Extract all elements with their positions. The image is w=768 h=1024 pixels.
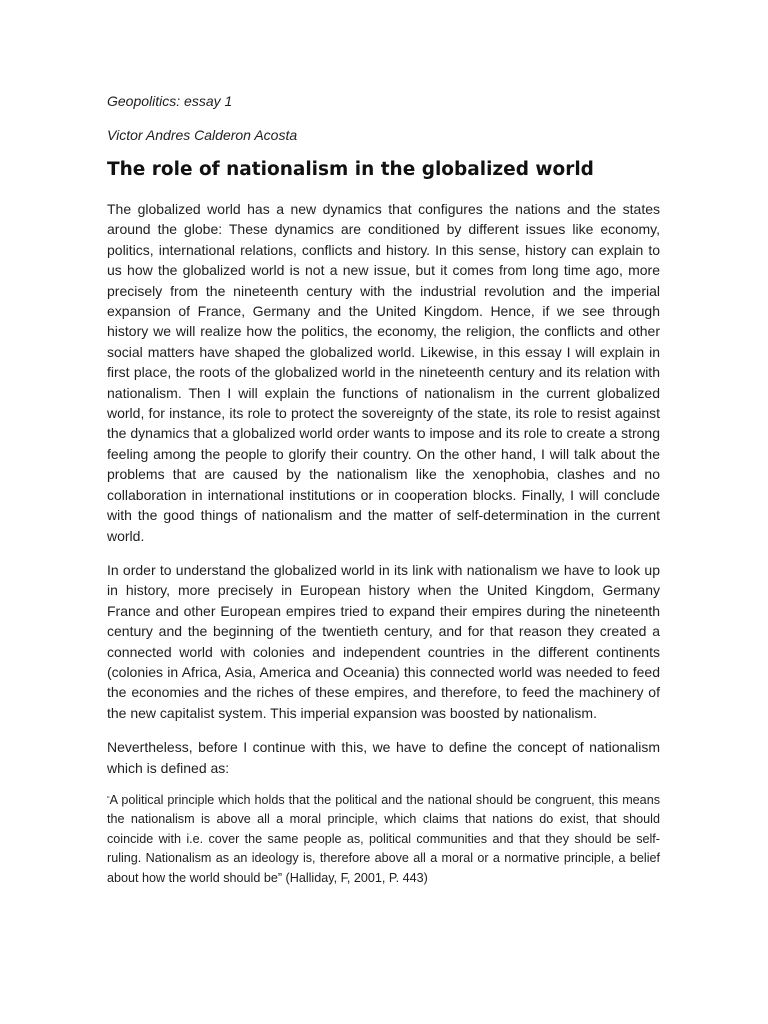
- document-page: [107, 91, 660, 888]
- course-label: Geopolitics: essay 1: [107, 93, 233, 109]
- body-paragraph-3: Nevertheless, before I continue with this, we have to define the concept of nationalism which is defined as:: [107, 739, 660, 776]
- block-quote: [107, 791, 660, 888]
- essay-title: The role of nationalism in the globalized world: [107, 159, 594, 180]
- quote-text: A political principle which holds that the political and the national should be congruent, this means the nationalism is above all a moral principle, which claims that nations do exist, that should coincide with i.e. cover the same people as, political communities and that they should be self-ruling. Nationalism as an ideology is, therefore above all a moral or a normative principle, a belief about how the world should be” (Halliday, F, 2001, P. 443): [107, 792, 660, 885]
- quote-open-mark: “: [107, 794, 110, 804]
- author-name: Victor Andres Calderon Acosta: [107, 127, 298, 143]
- body-paragraph-2: In order to understand the globalized world in its link with nationalism we have to look up in history, more precisely in European history when the United Kingdom, Germany France and other European empires tried to expand their empires during the nineteenth century and the beginning of the twentieth century, and for that reason they created a connected world with colonies and independent countries in the different continents (colonies in Africa, Asia, America and Oceania) this connected world was needed to feed the economies and the riches of these empires, and therefore, to feed the machinery of the new capitalist system. This imperial expansion was boosted by nationalism.: [107, 561, 660, 721]
- body-paragraph-1: The globalized world has a new dynamics that configures the nations and the states around the globe: These dynamics are conditioned by different issues like economy, politics, international relations, conflicts and history. In this sense, history can explain to us how the globalized world is not a new issue, but it comes from long time ago, more precisely from the nineteenth century with the industrial revolution and the imperial expansion of France, Germany and the United Kingdom. Hence, if we see through history we will realize how the politics, the economy, the religion, the conflicts and other social matters have shaped the globalized world. Likewise, in this essay I will explain in first place, the roots of the globalized world in the nineteenth century and its relation with nationalism. Then I will explain the functions of nationalism in the current globalized world, for instance, its role to protect the sovereignty of the state, its role to resist against the dynamics that a globalized world order wants to impose and its role to create a strong feeling among the people to glorify their country. On the other hand, I will talk about the problems that are caused by the nationalism like the xenophobia, clashes and no collaboration in international institutions or in cooperation blocks. Finally, I will conclude with the good things of nationalism and the matter of self-determination in the current world.: [107, 201, 660, 544]
